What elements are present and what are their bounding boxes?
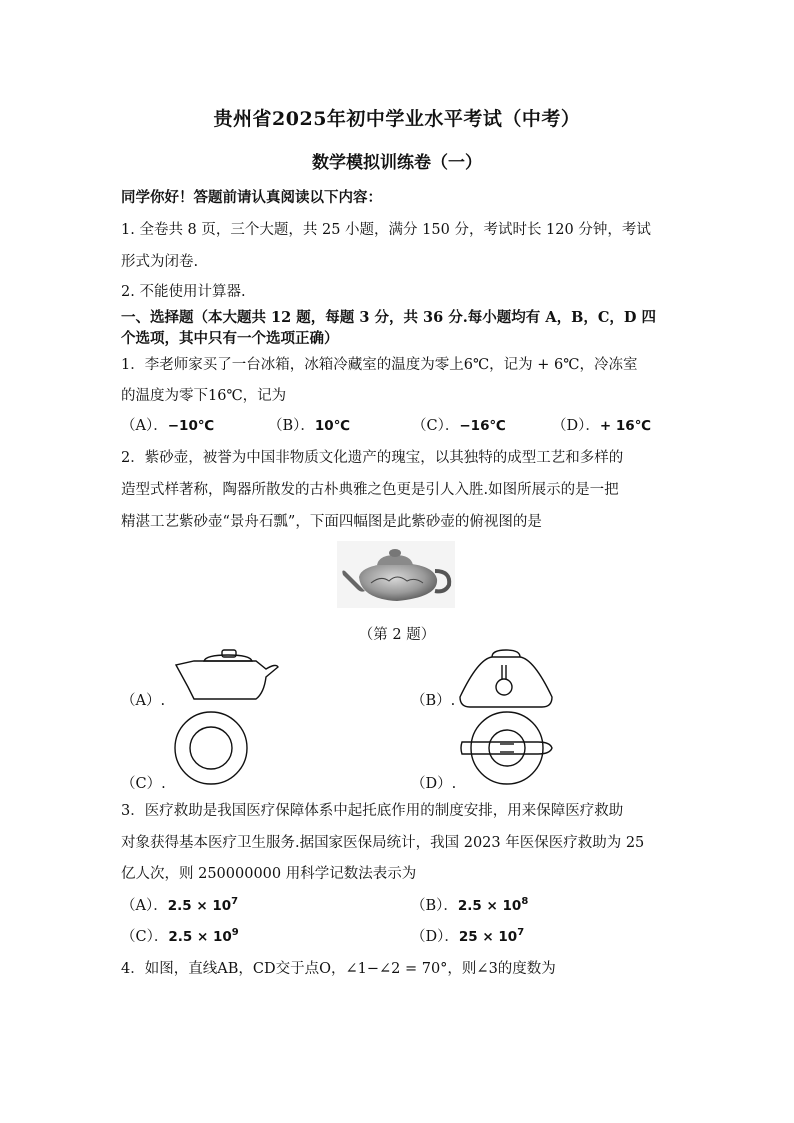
q2-option-c-figure <box>173 710 249 786</box>
section1-heading: 一、选择题（本大题共 12 题，每题 3 分，共 36 分.每小题均有 A，B，C，D 四 <box>121 309 656 326</box>
q1-option-b <box>268 414 350 435</box>
option-label: （A）． <box>121 898 168 914</box>
option-value: 2.5 × 10 <box>168 929 232 945</box>
exam-title: 贵州省2025年初中学业水平考试（中考） <box>213 108 581 130</box>
q3-stem-cont2: 亿人次，则 250000000 用科学记数法表示为 <box>121 866 417 882</box>
q2-option-b-label: （B）. <box>411 693 456 709</box>
q2-option-b-figure <box>458 647 554 711</box>
q1-option-a <box>121 414 214 435</box>
q3-option-b <box>411 894 528 915</box>
option-value: 10℃ <box>314 418 351 434</box>
q1-stem: 1．李老师家买了一台冰箱，冰箱冷藏室的温度为零上6℃，记为 + 6℃，冷冻室 <box>121 357 638 373</box>
q2-option-d-label: （D）. <box>411 776 457 792</box>
q2-stem-cont2: 精湛工艺紫砂壶“景舟石瓢”，下面四幅图是此紫砂壶的俯视图的是 <box>121 514 542 530</box>
q2-figure-caption: （第 2 题） <box>358 627 436 643</box>
q2-option-a-label: （A）. <box>121 693 166 709</box>
option-label: （B）． <box>268 418 315 434</box>
option-value: −16℃ <box>459 418 506 434</box>
q2-stem: 2．紫砂壶，被誉为中国非物质文化遗产的瑰宝，以其独特的成型工艺和多样的 <box>121 450 624 466</box>
option-label: （B）． <box>411 898 458 914</box>
option-label: （C）． <box>412 418 460 434</box>
instruction-item-1: 1. 全卷共 8 页，三个大题，共 25 小题，满分 150 分，考试时长 120 分钟，考试 <box>121 222 651 238</box>
q1-option-c <box>412 414 506 435</box>
q2-option-c-label: （C）. <box>121 776 166 792</box>
q1-stem-cont: 的温度为零下16℃，记为 <box>121 388 287 404</box>
instruction-item-1-cont: 形式为闭卷. <box>121 254 199 270</box>
option-exponent: 8 <box>521 896 529 908</box>
option-value: 25 × 10 <box>458 929 518 945</box>
q2-stem-cont: 造型式样著称，陶器所散发的古朴典雅之色更是引人入胜.如图所展示的是一把 <box>121 482 619 498</box>
instructions-greeting: 同学你好！答题前请认真阅读以下内容： <box>121 189 382 206</box>
option-exponent: 7 <box>231 896 239 908</box>
section1-heading-cont: 个选项，其中只有一个选项正确） <box>121 330 339 347</box>
option-exponent: 7 <box>517 927 525 939</box>
option-label: （C）． <box>121 929 169 945</box>
q2-option-a-figure <box>170 647 282 707</box>
option-value: 2.5 × 10 <box>167 898 232 914</box>
q3-option-a <box>121 894 238 915</box>
option-value: 2.5 × 10 <box>457 898 522 914</box>
q3-stem-cont: 对象获得基本医疗卫生服务.据国家医保局统计，我国 2023 年医保医疗救助为 25 <box>121 835 645 851</box>
q3-stem: 3．医疗救助是我国医疗保障体系中起托底作用的制度安排，用来保障医疗救助 <box>121 803 624 819</box>
option-value: −10℃ <box>167 418 215 434</box>
q2-option-d-figure <box>458 710 556 786</box>
option-exponent: 9 <box>231 927 239 939</box>
teapot-photo-drawing <box>337 541 455 608</box>
instruction-item-2: 2. 不能使用计算器. <box>121 284 246 300</box>
option-label: （A）． <box>121 418 168 434</box>
q3-option-d <box>411 925 524 946</box>
option-label: （D）． <box>552 418 600 434</box>
option-value: + 16℃ <box>599 418 652 434</box>
exam-subtitle: 数学模拟训练卷（一） <box>312 153 482 173</box>
q1-option-d <box>552 414 651 435</box>
teapot-photo <box>337 541 455 608</box>
option-label: （D）． <box>411 929 459 945</box>
q4-stem: 4．如图，直线AB，CD交于点O，∠1−∠2 = 70°，则∠3的度数为 <box>121 961 556 977</box>
q3-option-c <box>121 925 239 946</box>
